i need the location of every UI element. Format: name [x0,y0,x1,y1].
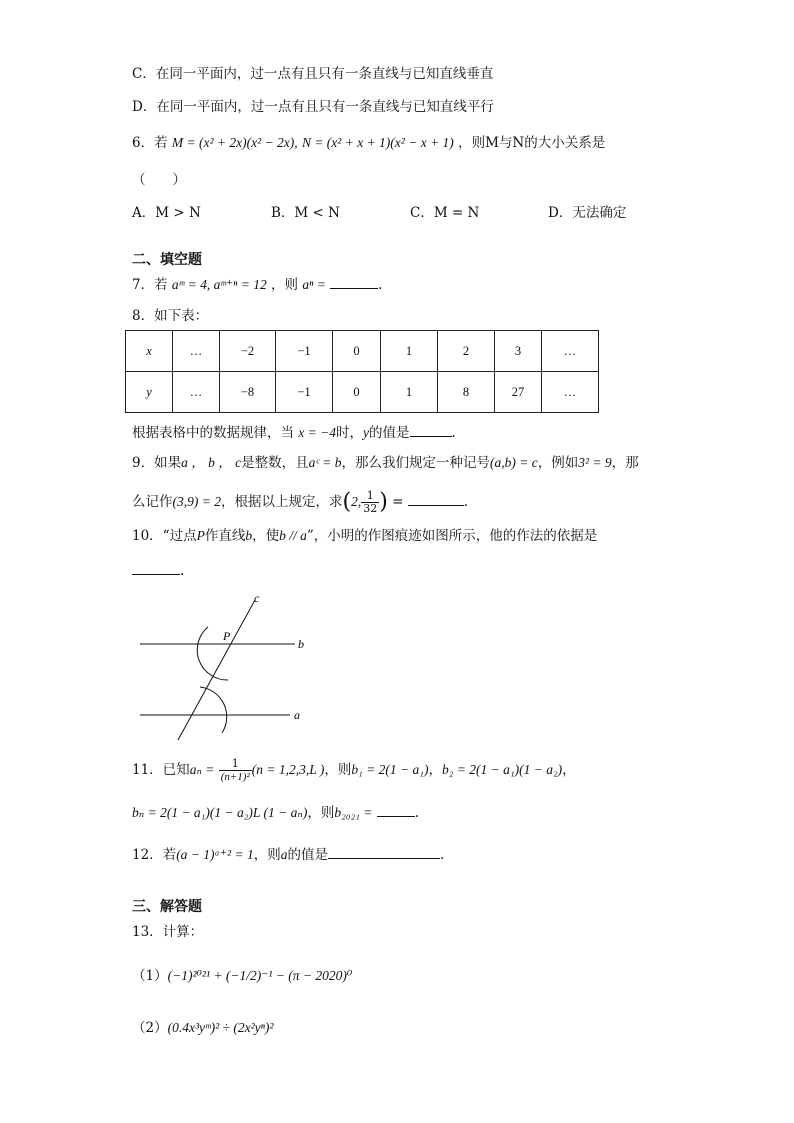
q9-line1-a: 9．如果 [132,455,182,471]
table-cell: 2 [438,331,495,372]
table-cell: … [542,372,599,413]
q8-value-table [125,330,599,413]
q8-follow-expr: x = −4 [298,425,337,440]
q6-option-d: D．无法确定 [548,205,627,221]
label-b: b [298,637,304,651]
q9-line1-d: ，例如 [537,455,579,471]
section-solve-title: 三、解答题 [132,899,202,915]
table-row [126,331,599,372]
q9-line2-a: 么记作 [132,494,173,510]
q12-suffix: 的值是 [287,847,328,863]
q12-end: . [439,847,445,863]
line-c [178,600,255,740]
q13-p1-label: （1） [132,968,168,984]
q11-b1: b₁ = 2(1 − a₁) [351,762,429,777]
q5-option-d: D．在同一平面内，过一点有且只有一条直线与已知直线平行 [132,99,494,115]
q11-line1: 11．已知aₙ = $\frac{1}{\text{(n+1)²}}$ (n = 1,2,3,L )，则b₁ = 2(1 − a₁)，b₂ = 2(1 − a₁)(1 − a₂)， [132,757,576,783]
q9-answer-blank[interactable] [408,491,464,506]
table-cell: −8 [220,372,276,413]
q11-text-a: ，则 [324,762,352,778]
arc-lower [200,687,227,733]
q11-fraction: $\frac{1}{\text{(n+1)²}}$ [220,757,250,783]
q7-expr: aᵐ = 4, aᵐ⁺ⁿ = 12 [171,277,267,292]
q13-p1-expr: (−1)²⁰²¹ + (−1/2)⁻¹ − (π − 2020)⁰ [167,968,353,983]
q13-p2-expr: (0.4x³yᵐ)² ÷ (2x²yⁿ)² [167,1020,274,1035]
label-p: P [223,629,231,643]
q9-notation: (a,b) = c [490,455,538,470]
q12-var: a [280,847,288,862]
q11-b2: b₂ = 2(1 − a₁)(1 − a₂) [441,762,563,777]
q9-vars: a ， b ， c [181,455,242,470]
q13-part2 [132,1018,273,1038]
table-cell: −1 [276,372,333,413]
q12-mid: ，则 [253,847,281,863]
q9-cond: aᶜ = b [308,455,342,470]
q8-follow-end: . [451,425,456,441]
table-cell: … [542,331,599,372]
q9-line1 [132,453,639,473]
q13-p2-label: （2） [132,1020,168,1036]
table-cell: y [126,372,173,413]
q9-end: . [463,494,468,510]
table-cell: 1 [381,331,438,372]
q10-text-b: 作直线 [204,528,246,544]
q12-answer-blank[interactable] [328,844,440,859]
q9-line1-e: ，那 [611,455,639,471]
q8-follow-c: 的值是 [369,425,410,441]
q10-text-a: 10．“过点 [132,528,197,544]
q6-paren: （ ） [132,172,186,188]
q7-answer-blank[interactable] [330,274,378,289]
q7-end: . [378,277,383,293]
q9-example: 3² = 9 [578,455,612,470]
q6-expr-m: M = (x² + 2x)(x² − 2x), [171,135,298,150]
table-cell: −2 [220,331,276,372]
q7-ask: aⁿ = [302,277,326,292]
table-cell: −1 [276,331,333,372]
q7-mid: ，则 [271,277,299,293]
q10-end: . [180,563,185,579]
q12-expr: (a − 1)ᵃ⁺² = 1 [176,847,254,862]
q11-line2 [132,802,419,823]
q9-equals: = [392,494,404,510]
q8-followup [132,422,456,443]
table-cell: 0 [333,331,381,372]
table-row [126,372,599,413]
q9-fraction: $\frac{1}{32}$ [363,489,378,515]
q8-follow-a: 根据表格中的数据规律，当 [132,425,294,441]
q10-p: P [196,528,205,543]
q10-b: b [245,528,253,543]
q8-follow-var: y [363,425,370,440]
q7-prefix: 7．若 [132,277,168,293]
q6-option-c: C．M = N [410,205,480,221]
q9-line1-b: 是整数，且 [241,455,309,471]
q12-prefix: 12．若 [132,847,177,863]
q10-answer-line [132,560,184,581]
q8-intro: 8．如下表： [132,308,209,324]
q9-line2: 么记作(3,9) = 2，根据以上规定，求(2, $\frac{1}{32}$ ) = . [132,489,468,515]
table-cell: 8 [438,372,495,413]
q6-expr-n: N = (x² + x + 1)(x² − x + 1) [301,135,454,150]
q9-example2: (3,9) = 2 [172,494,221,509]
q10-cond: b // a [279,528,307,543]
q12-stem [132,844,444,865]
table-cell: 0 [333,372,381,413]
q6-option-a: A．M > N [132,205,201,221]
q10-stem [132,526,597,546]
q6-option-b: B．M < N [271,205,340,221]
q8-answer-blank[interactable] [410,422,452,437]
q11-bn: bₙ = 2(1 − a₁)(1 − a₂)L (1 − aₙ) [132,805,308,820]
label-a: a [294,708,300,722]
section-fill-in-title: 二、填空题 [132,252,202,268]
table-cell: … [173,331,220,372]
q11-end: . [414,805,419,821]
q8-follow-b: 时， [336,425,364,441]
q10-answer-blank[interactable] [132,560,180,575]
q6-stem [132,133,605,153]
q10-construction-figure [130,585,330,745]
q13-intro: 13．计算： [132,924,204,940]
q10-text-d: ”，小明的作图痕迹如图所示，他的作法的依据是 [306,528,598,544]
q13-part1 [132,966,352,986]
q6-prefix: 6．若 [132,135,168,151]
q11-ask: b₂₀₂₁ = [334,805,373,820]
q11-range: (n = 1,2,3,L ) [251,762,325,777]
q11-answer-blank[interactable] [377,802,415,817]
q11-prefix: 11．已知 [132,762,190,778]
table-cell: 3 [495,331,542,372]
q9-line1-c: ，那么我们规定一种记号 [341,455,490,471]
table-cell: x [126,331,173,372]
table-cell: 27 [495,372,542,413]
label-c: c [254,591,260,605]
q9-line2-b: ，根据以上规定，求 [220,494,343,510]
q10-text-c: ，使 [252,528,280,544]
q7-stem [132,274,382,295]
q11-text-b: ，则 [307,805,335,821]
q6-suffix: ，则M与N的大小关系是 [458,135,606,151]
q5-option-c: C．在同一平面内，过一点有且只有一条直线与已知直线垂直 [132,66,494,82]
table-cell: 1 [381,372,438,413]
table-cell: … [173,372,220,413]
q11-an: aₙ = [189,762,215,777]
